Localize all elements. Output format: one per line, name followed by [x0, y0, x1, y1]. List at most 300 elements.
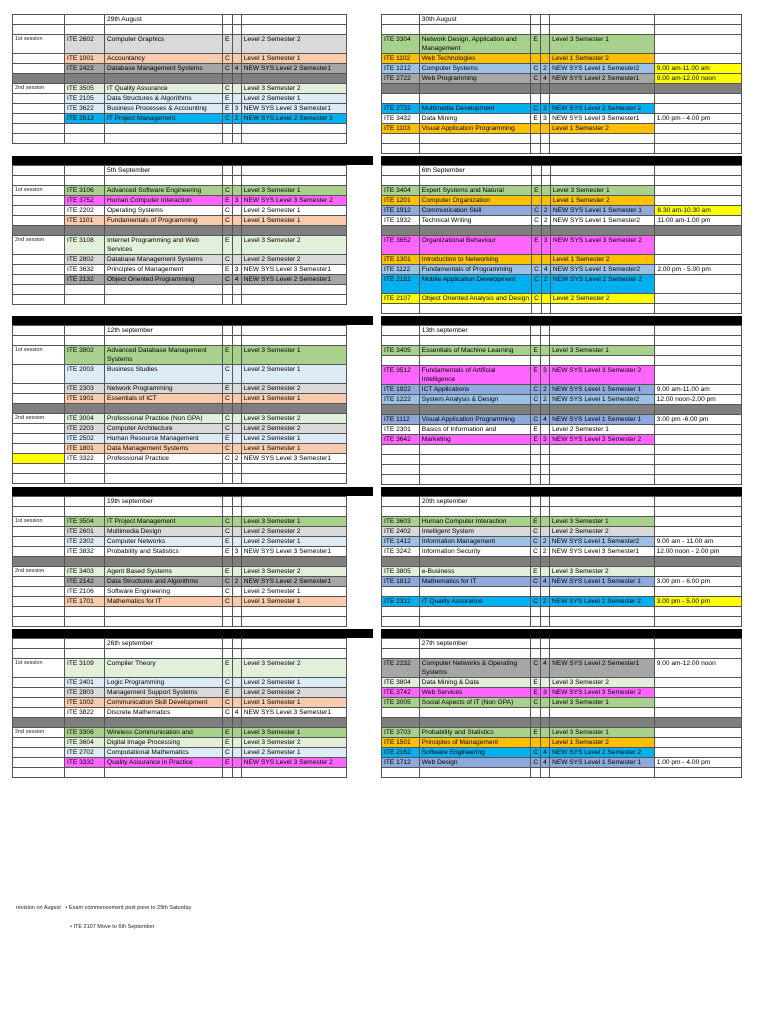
- exam-time: [654, 134, 741, 144]
- exam-row: [13, 346, 347, 365]
- course-type: E: [531, 35, 541, 54]
- course-subject: IT Project Management: [105, 517, 223, 527]
- course-level: [550, 708, 655, 718]
- course-credits: [541, 698, 550, 708]
- course-level: NEW SYS Level 2 Semester 2: [241, 114, 346, 124]
- session-gap-row: [13, 74, 347, 84]
- course-credits: 4: [541, 265, 550, 275]
- course-credits: 2: [541, 395, 550, 405]
- course-level: NEW SYS Level 1 Semester 1: [550, 206, 654, 216]
- course-credits: [232, 94, 241, 104]
- session-gap-row: [13, 404, 347, 414]
- right-day: [381, 165, 742, 314]
- course-level: Level 2 Semester 1: [241, 678, 346, 688]
- course-level: [241, 607, 346, 617]
- course-type: E: [531, 688, 541, 698]
- exam-row: [382, 688, 742, 698]
- exam-row: [13, 414, 347, 424]
- week-separator: [12, 629, 373, 638]
- course-subject: [105, 768, 223, 778]
- course-credits: [232, 464, 241, 474]
- session-label: [13, 64, 65, 74]
- blank-row: [13, 617, 347, 627]
- course-subject: Operating Systems: [105, 206, 223, 216]
- course-credits: [541, 35, 550, 54]
- course-credits: [232, 365, 241, 384]
- exam-time: [654, 475, 741, 485]
- exam-time: [655, 186, 742, 196]
- course-code: [65, 768, 105, 778]
- course-type: C: [223, 216, 233, 226]
- exam-time: [654, 455, 741, 465]
- course-credits: [232, 134, 241, 144]
- course-type: C: [223, 587, 233, 597]
- course-credits: [232, 384, 241, 394]
- course-type: [223, 134, 233, 144]
- course-type: [223, 295, 233, 305]
- course-level: Level 2 Semester 2: [241, 255, 346, 265]
- day-table: [12, 165, 347, 305]
- exam-time: 3.00 pm - 6.00 pm: [654, 577, 741, 587]
- course-code: ITE 2105: [65, 94, 105, 104]
- course-subject: Software Engineering: [419, 748, 531, 758]
- course-code: [65, 464, 105, 474]
- course-subject: Essentials of Machine Learning: [419, 346, 531, 356]
- course-subject: [419, 144, 531, 154]
- course-level: Level 2 Semester 1: [241, 365, 346, 384]
- course-subject: Computer Networks: [105, 537, 223, 547]
- course-type: C: [531, 659, 541, 678]
- course-subject: [105, 474, 223, 484]
- course-credits: 3: [541, 366, 550, 385]
- exam-row: [13, 64, 347, 74]
- course-type: E: [223, 688, 233, 698]
- course-level: [241, 285, 346, 295]
- course-subject: Technical Writing: [419, 216, 531, 226]
- week-block: [12, 165, 742, 314]
- course-credits: 2: [540, 597, 549, 607]
- course-type: E: [223, 346, 233, 365]
- course-type: C: [531, 597, 541, 607]
- course-type: C: [223, 394, 233, 404]
- course-code: ITE 2502: [65, 434, 105, 444]
- course-type: C: [223, 577, 233, 587]
- course-code: ITE 3802: [65, 346, 105, 365]
- exam-time: [654, 94, 741, 104]
- revision-note-2: • ITE 2107 Move to 6th September: [70, 924, 155, 930]
- course-code: [382, 587, 420, 597]
- course-subject: Object Oriented Programming: [105, 275, 223, 285]
- blank-row: [13, 134, 347, 144]
- course-level: Level 1 Semester 2: [550, 196, 654, 206]
- course-type: C: [223, 275, 233, 285]
- course-level: [241, 295, 346, 305]
- course-type: [531, 54, 541, 64]
- course-code: ITE 2203: [65, 424, 105, 434]
- session-label: [13, 708, 65, 718]
- course-type: C: [532, 206, 542, 216]
- session-label: [13, 678, 65, 688]
- course-subject: Basics of Information and: [419, 425, 531, 435]
- course-type: E: [223, 196, 233, 206]
- exam-row: [13, 698, 347, 708]
- session-label: [13, 124, 65, 134]
- course-code: ITE 2107: [382, 294, 420, 304]
- session-label: [13, 365, 65, 384]
- session-label: 1st session: [13, 346, 65, 365]
- blank-row: [382, 445, 742, 455]
- course-type: C: [223, 517, 233, 527]
- course-level: Level 1 Semester 1: [241, 698, 346, 708]
- course-credits: 3: [541, 688, 550, 698]
- week-separator: [12, 487, 373, 496]
- course-level: Level 1 Semester 1: [241, 394, 346, 404]
- course-type: C: [223, 186, 233, 196]
- exam-row: [13, 434, 347, 444]
- day-table: [12, 325, 347, 484]
- course-type: [223, 474, 233, 484]
- course-code: ITE 1801: [65, 444, 105, 454]
- course-credits: 3: [232, 196, 241, 206]
- course-type: C: [223, 454, 233, 464]
- course-code: ITE 3752: [65, 196, 105, 206]
- session-label: 1st session: [13, 517, 65, 527]
- course-subject: [105, 617, 223, 627]
- week-separator: [381, 629, 742, 638]
- exam-time: [654, 445, 741, 455]
- session-label: [13, 434, 65, 444]
- course-code: ITE 1002: [65, 698, 105, 708]
- exam-row: [13, 265, 347, 275]
- course-credits: 4: [541, 415, 550, 425]
- exam-row: [382, 35, 742, 54]
- course-code: ITE 2802: [65, 255, 105, 265]
- session-label: [13, 216, 65, 226]
- course-credits: [232, 537, 241, 547]
- course-subject: [419, 708, 531, 718]
- course-subject: Professional Practice: [105, 454, 223, 464]
- course-credits: [541, 186, 550, 196]
- course-type: C: [223, 748, 233, 758]
- course-credits: [540, 527, 549, 537]
- course-level: [241, 124, 346, 134]
- course-code: ITE 3108: [65, 236, 105, 255]
- course-code: [382, 356, 420, 366]
- exam-row: [382, 196, 742, 206]
- left-day: [12, 325, 373, 485]
- course-subject: Accountancy: [105, 54, 223, 64]
- session-label: [13, 54, 65, 64]
- course-code: ITE 1812: [382, 577, 420, 587]
- exam-time: 12.00 noon-2.00 pm: [654, 395, 741, 405]
- exam-row: [13, 384, 347, 394]
- session-label: [13, 587, 65, 597]
- left-day: [12, 638, 373, 778]
- course-subject: [419, 455, 531, 465]
- session-label: 2nd session: [13, 236, 65, 255]
- course-subject: [419, 134, 531, 144]
- exam-row: [13, 708, 347, 718]
- course-code: ITE 2702: [65, 748, 105, 758]
- course-type: E: [531, 425, 541, 435]
- session-label: [13, 196, 65, 206]
- exam-row: [382, 186, 742, 196]
- course-type: [532, 255, 542, 265]
- course-code: ITE 2732: [382, 104, 420, 114]
- course-code: [382, 134, 420, 144]
- course-subject: Introduction to Networking: [419, 255, 531, 265]
- course-credits: 4: [541, 74, 550, 84]
- course-level: NEW SYS Level 3 Semester 2: [550, 236, 654, 255]
- course-subject: Object Oriented Analysis and Design: [419, 294, 531, 304]
- course-subject: Fundamentals of Programming: [105, 216, 223, 226]
- course-code: ITE 2162: [382, 748, 420, 758]
- course-credits: [232, 758, 241, 768]
- course-credits: [232, 527, 241, 537]
- course-type: [531, 465, 541, 475]
- course-subject: Discrete Mathematics: [105, 708, 223, 718]
- course-type: [531, 124, 541, 134]
- exam-row: [382, 415, 742, 425]
- course-code: [65, 134, 105, 144]
- exam-time: 9.00 am-11.00 am: [654, 64, 741, 74]
- course-code: ITE 1301: [382, 255, 420, 265]
- exam-row: [382, 64, 742, 74]
- course-type: E: [223, 384, 233, 394]
- course-subject: Advanced Database Management Systems: [105, 346, 223, 365]
- exam-row: [382, 567, 742, 577]
- course-level: Level 3 Semester 1: [550, 728, 655, 738]
- session-label: [13, 617, 65, 627]
- exam-date: 6th September: [419, 166, 531, 176]
- course-code: ITE 2152: [382, 275, 420, 294]
- day-table: [381, 14, 742, 154]
- exam-row: [13, 567, 347, 577]
- exam-date: 26th september: [105, 639, 223, 649]
- course-subject: Agent Based Systems: [105, 567, 223, 577]
- course-subject: Database Management Systems: [105, 64, 223, 74]
- course-credits: [232, 728, 241, 738]
- course-subject: Data Mining: [419, 114, 531, 124]
- course-subject: Quality Assurance in Practice: [105, 758, 223, 768]
- course-type: E: [223, 547, 233, 557]
- course-credits: [232, 587, 241, 597]
- course-level: NEW SYS Level 2 Semester1: [550, 74, 655, 84]
- course-subject: Expert Systems and Natural: [419, 186, 531, 196]
- course-credits: [540, 517, 549, 527]
- course-subject: [419, 356, 531, 366]
- course-credits: [232, 748, 241, 758]
- exam-time: 8.30 am-10.30 am: [655, 206, 742, 216]
- course-type: [531, 356, 541, 366]
- course-level: NEW SYS Level 2 Semester1: [241, 275, 346, 285]
- course-credits: 4: [541, 659, 550, 678]
- blank-row: [382, 768, 742, 778]
- course-code: ITE 2202: [65, 206, 105, 216]
- session-label: [13, 527, 65, 537]
- revision-label: revision on Augest: [16, 905, 61, 911]
- course-subject: Multimedia Design: [105, 527, 223, 537]
- course-type: [531, 475, 541, 485]
- exam-row: [382, 547, 742, 557]
- exam-time: [654, 617, 741, 627]
- course-type: C: [223, 365, 233, 384]
- exam-row: [13, 186, 347, 196]
- exam-row: [13, 114, 347, 124]
- course-credits: [541, 768, 550, 778]
- course-type: C: [531, 385, 541, 395]
- course-subject: Fundamentals of Artificial Intelligence: [419, 366, 531, 385]
- course-credits: 3: [541, 114, 550, 124]
- course-level: [550, 445, 655, 455]
- course-code: ITE 3242: [382, 547, 420, 557]
- course-code: ITE 3652: [382, 236, 420, 255]
- course-type: [531, 445, 541, 455]
- course-type: C: [223, 255, 233, 265]
- course-code: ITE 1112: [382, 415, 420, 425]
- course-code: ITE 2422: [65, 64, 105, 74]
- course-type: C: [531, 577, 541, 587]
- course-credits: [232, 216, 241, 226]
- course-code: ITE 3604: [65, 738, 105, 748]
- exam-row: [382, 758, 742, 768]
- exam-row: [13, 444, 347, 454]
- course-level: Level 1 Semester 1: [241, 444, 346, 454]
- session-label: [13, 104, 65, 114]
- course-level: NEW SYS Level 3 Semester 2: [241, 758, 346, 768]
- course-credits: 2: [541, 275, 550, 294]
- course-subject: Database Management Systems: [105, 255, 223, 265]
- course-level: NEW SYS Level 2 Semester 2: [549, 597, 654, 607]
- course-code: ITE 1222: [382, 395, 420, 405]
- exam-time: 2.00 pm - 5.00 pm: [655, 265, 742, 275]
- course-code: [65, 474, 105, 484]
- course-code: [382, 445, 420, 455]
- course-type: C: [531, 104, 541, 114]
- course-code: [382, 607, 420, 617]
- week-separator: [12, 316, 373, 325]
- course-code: [382, 304, 420, 314]
- session-gap-row: [382, 405, 742, 415]
- course-level: NEW SYS Level 3 Semester1: [241, 265, 346, 275]
- course-credits: [541, 346, 550, 356]
- course-subject: Data Mining & Data: [419, 678, 531, 688]
- exam-time: [654, 748, 741, 758]
- right-day: [381, 496, 742, 627]
- course-type: E: [223, 35, 233, 54]
- blank-row: [13, 295, 347, 305]
- course-subject: Information Management: [419, 537, 530, 547]
- course-code: ITE 2602: [65, 35, 105, 54]
- course-level: Level 2 Semester 2: [241, 688, 346, 698]
- course-code: ITE 2303: [65, 384, 105, 394]
- course-subject: Data Management Systems: [105, 444, 223, 454]
- course-type: [223, 617, 233, 627]
- week-separator: [381, 487, 742, 496]
- course-type: E: [531, 517, 541, 527]
- course-level: Level 1 Semester 2: [550, 255, 654, 265]
- week-separator: [381, 156, 742, 165]
- course-code: ITE 3822: [65, 708, 105, 718]
- course-level: Level 2 Semester 2: [549, 527, 654, 537]
- exam-row: [382, 236, 742, 255]
- session-label: 2nd session: [13, 567, 65, 577]
- course-type: C: [532, 265, 542, 275]
- course-level: NEW SYS Level 3 Semester 2: [550, 688, 655, 698]
- course-credits: [232, 346, 241, 365]
- exam-time: [654, 465, 741, 475]
- course-code: ITE 3004: [65, 414, 105, 424]
- course-credits: [232, 678, 241, 688]
- course-code: ITE 3642: [382, 435, 420, 445]
- course-credits: 4: [540, 577, 549, 587]
- exam-time: [654, 708, 741, 718]
- course-type: C: [223, 527, 233, 537]
- course-code: ITE 1701: [65, 597, 105, 607]
- course-credits: [232, 124, 241, 134]
- course-code: ITE 1712: [382, 758, 420, 768]
- course-credits: [232, 738, 241, 748]
- exam-row: [13, 424, 347, 434]
- exam-row: [382, 738, 742, 748]
- course-level: NEW SYS Level 3 Semester1: [241, 547, 346, 557]
- exam-date: 27th september: [419, 639, 531, 649]
- week-separator: [381, 316, 742, 325]
- course-type: [531, 607, 541, 617]
- exam-row: [382, 728, 742, 738]
- course-level: NEW SYS Level 1 Semester2: [549, 537, 654, 547]
- course-type: C: [532, 275, 542, 294]
- exam-row: [13, 365, 347, 384]
- course-type: E: [531, 728, 541, 738]
- course-credits: [232, 607, 241, 617]
- exam-time: [654, 527, 741, 537]
- course-code: ITE 2301: [382, 425, 420, 435]
- course-credits: [232, 394, 241, 404]
- exam-time: 1.00 pm - 4.00 pm: [654, 114, 741, 124]
- course-subject: Computer Organization: [419, 196, 531, 206]
- course-code: [382, 455, 420, 465]
- exam-row: [13, 577, 347, 587]
- course-type: E: [532, 236, 542, 255]
- session-label: [13, 748, 65, 758]
- exam-row: [382, 54, 742, 64]
- course-type: C: [223, 84, 233, 94]
- course-credits: [541, 708, 550, 718]
- exam-time: [654, 356, 741, 366]
- course-subject: Digital Image Processing: [105, 738, 223, 748]
- course-code: ITE 2601: [65, 527, 105, 537]
- course-level: Level 3 Semester 2: [241, 567, 346, 577]
- course-code: ITE 2232: [382, 659, 420, 678]
- session-gap-row: [382, 557, 742, 567]
- exam-time: [654, 698, 741, 708]
- exam-row: [13, 236, 347, 255]
- course-level: Level 2 Semester 2: [550, 294, 654, 304]
- course-type: C: [531, 547, 541, 557]
- course-level: [550, 356, 655, 366]
- day-table: [12, 14, 347, 144]
- course-type: C: [223, 678, 233, 688]
- left-day: [12, 496, 373, 627]
- course-level: Level 2 Semester 2: [241, 527, 346, 537]
- exam-row: [382, 385, 742, 395]
- course-level: [241, 768, 346, 778]
- exam-row: [13, 517, 347, 527]
- session-label: [13, 206, 65, 216]
- course-subject: Web Technologies: [419, 54, 531, 64]
- course-subject: Mobile Application Development: [419, 275, 531, 294]
